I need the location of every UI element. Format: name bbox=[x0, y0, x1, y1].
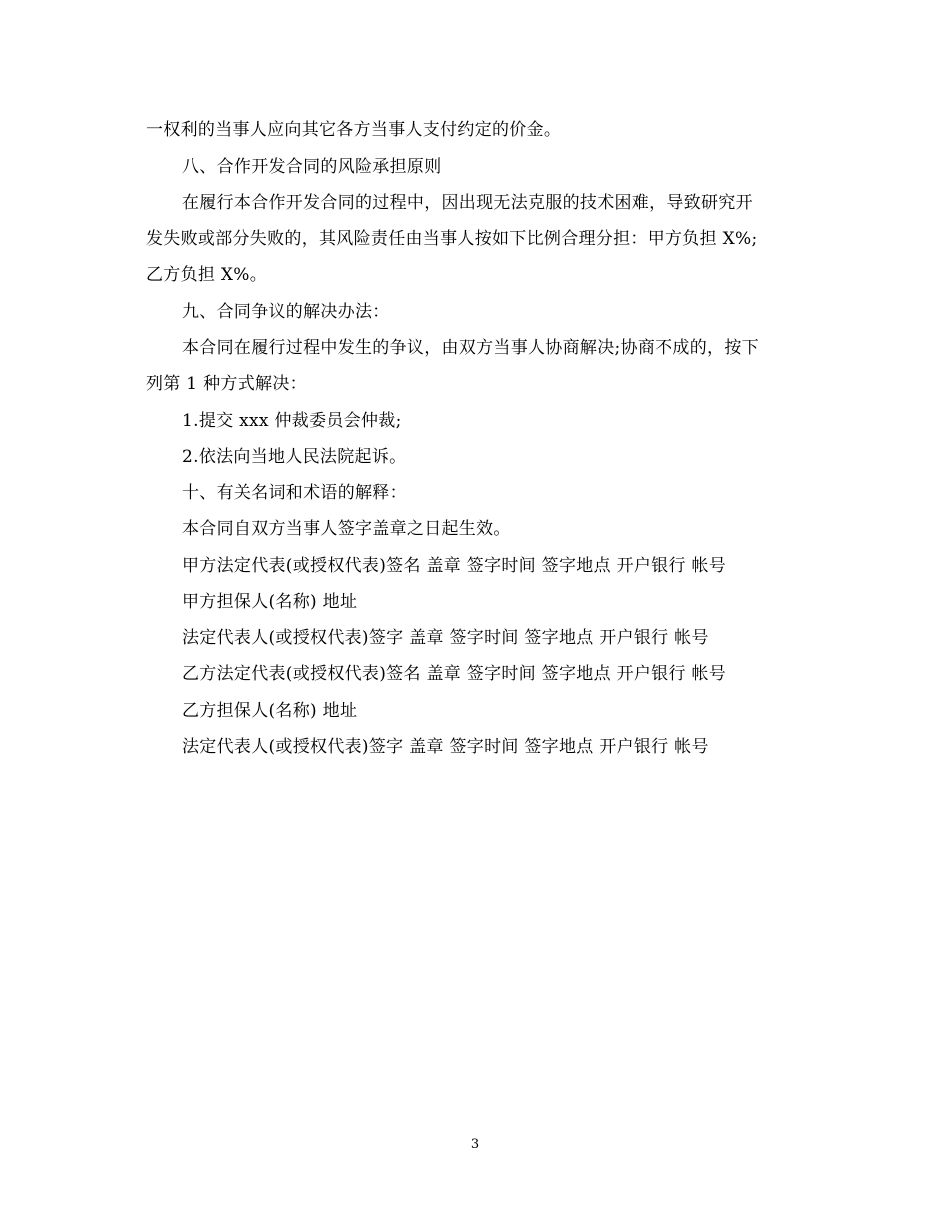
party-b-guarantor-line: 乙方担保人(名称) 地址 bbox=[182, 701, 358, 721]
risk-paragraph-line-2: 发失败或部分失败的，其风险责任由当事人按如下比例合理分担：甲方负担 X%; bbox=[146, 229, 758, 249]
party-a-guarantor-rep-line: 法定代表人(或授权代表)签字 盖章 签字时间 签字地点 开户银行 帐号 bbox=[182, 628, 709, 648]
party-b-signature-line: 乙方法定代表(或授权代表)签名 盖章 签字时间 签字地点 开户银行 帐号 bbox=[182, 664, 727, 684]
dispute-option-2: 2.依法向当地人民法院起诉。 bbox=[182, 447, 407, 467]
section-heading-9: 九、合同争议的解决办法： bbox=[182, 302, 390, 322]
dispute-option-1: 1.提交 xxx 仲裁委员会仲裁; bbox=[182, 411, 402, 431]
risk-paragraph-line-1: 在履行本合作开发合同的过程中，因出现无法克服的技术困难，导致研究开 bbox=[182, 193, 753, 213]
dispute-paragraph-line-1: 本合同在履行过程中发生的争议，由双方当事人协商解决;协商不成的，按下 bbox=[182, 338, 759, 358]
party-a-signature-line: 甲方法定代表(或授权代表)签名 盖章 签字时间 签字地点 开户银行 帐号 bbox=[182, 556, 727, 576]
party-a-guarantor-line: 甲方担保人(名称) 地址 bbox=[182, 592, 358, 612]
section-heading-8: 八、合作开发合同的风险承担原则 bbox=[182, 157, 442, 177]
paragraph-continuation: 一权利的当事人应向其它各方当事人支付约定的价金。 bbox=[146, 120, 562, 140]
party-b-guarantor-rep-line: 法定代表人(或授权代表)签字 盖章 签字时间 签字地点 开户银行 帐号 bbox=[182, 737, 709, 757]
dispute-paragraph-line-2: 列第 1 种方式解决： bbox=[146, 374, 307, 394]
section-heading-10: 十、有关名词和术语的解释： bbox=[182, 483, 407, 503]
page-number: 3 bbox=[470, 1137, 480, 1152]
effective-clause: 本合同自双方当事人签字盖章之日起生效。 bbox=[182, 519, 511, 539]
risk-paragraph-line-3: 乙方负担 X%。 bbox=[146, 265, 268, 285]
